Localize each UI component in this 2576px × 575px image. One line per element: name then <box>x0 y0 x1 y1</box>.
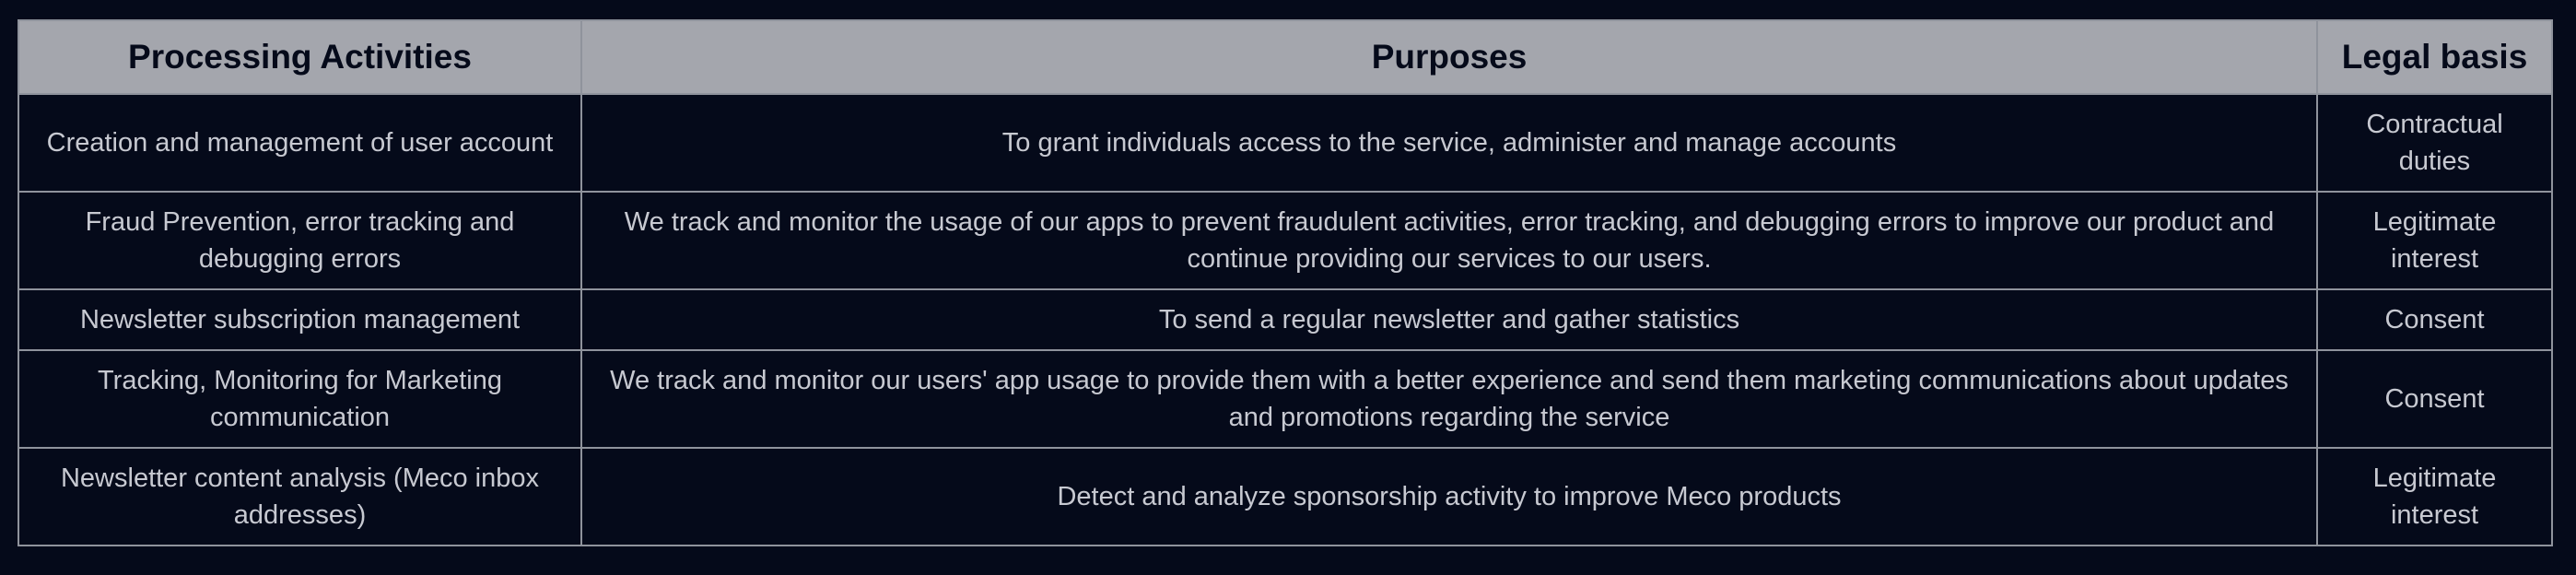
header-purposes: Purposes <box>581 20 2317 94</box>
table-row <box>18 350 2552 448</box>
activity-cell: Tracking, Monitoring for Marketing communication <box>18 350 581 448</box>
header-processing-activities: Processing Activities <box>18 20 581 94</box>
table-header-row <box>18 20 2552 94</box>
purpose-cell: To grant individuals access to the service, administer and manage accounts <box>581 94 2317 192</box>
legal-basis-cell: Consent <box>2317 350 2552 448</box>
processing-activities-table-container <box>18 19 2551 546</box>
table-row <box>18 448 2552 546</box>
legal-basis-cell: Legitimate interest <box>2317 192 2552 289</box>
purpose-cell: We track and monitor our users' app usage to provide them with a better experience and send them marketing communications about updates and promotions regarding the service <box>581 350 2317 448</box>
activity-cell: Newsletter subscription management <box>18 289 581 350</box>
table-row <box>18 192 2552 289</box>
legal-basis-cell: Legitimate interest <box>2317 448 2552 546</box>
header-legal-basis: Legal basis <box>2317 20 2552 94</box>
purpose-cell: To send a regular newsletter and gather statistics <box>581 289 2317 350</box>
purpose-cell: We track and monitor the usage of our apps to prevent fraudulent activities, error tracking, and debugging errors to improve our product and continue providing our services to our users. <box>581 192 2317 289</box>
table-row <box>18 289 2552 350</box>
legal-basis-cell: Contractual duties <box>2317 94 2552 192</box>
table-row <box>18 94 2552 192</box>
purpose-cell: Detect and analyze sponsorship activity to improve Meco products <box>581 448 2317 546</box>
activity-cell: Newsletter content analysis (Meco inbox addresses) <box>18 448 581 546</box>
activity-cell: Fraud Prevention, error tracking and debugging errors <box>18 192 581 289</box>
legal-basis-cell: Consent <box>2317 289 2552 350</box>
activity-cell: Creation and management of user account <box>18 94 581 192</box>
processing-activities-table <box>18 19 2553 546</box>
